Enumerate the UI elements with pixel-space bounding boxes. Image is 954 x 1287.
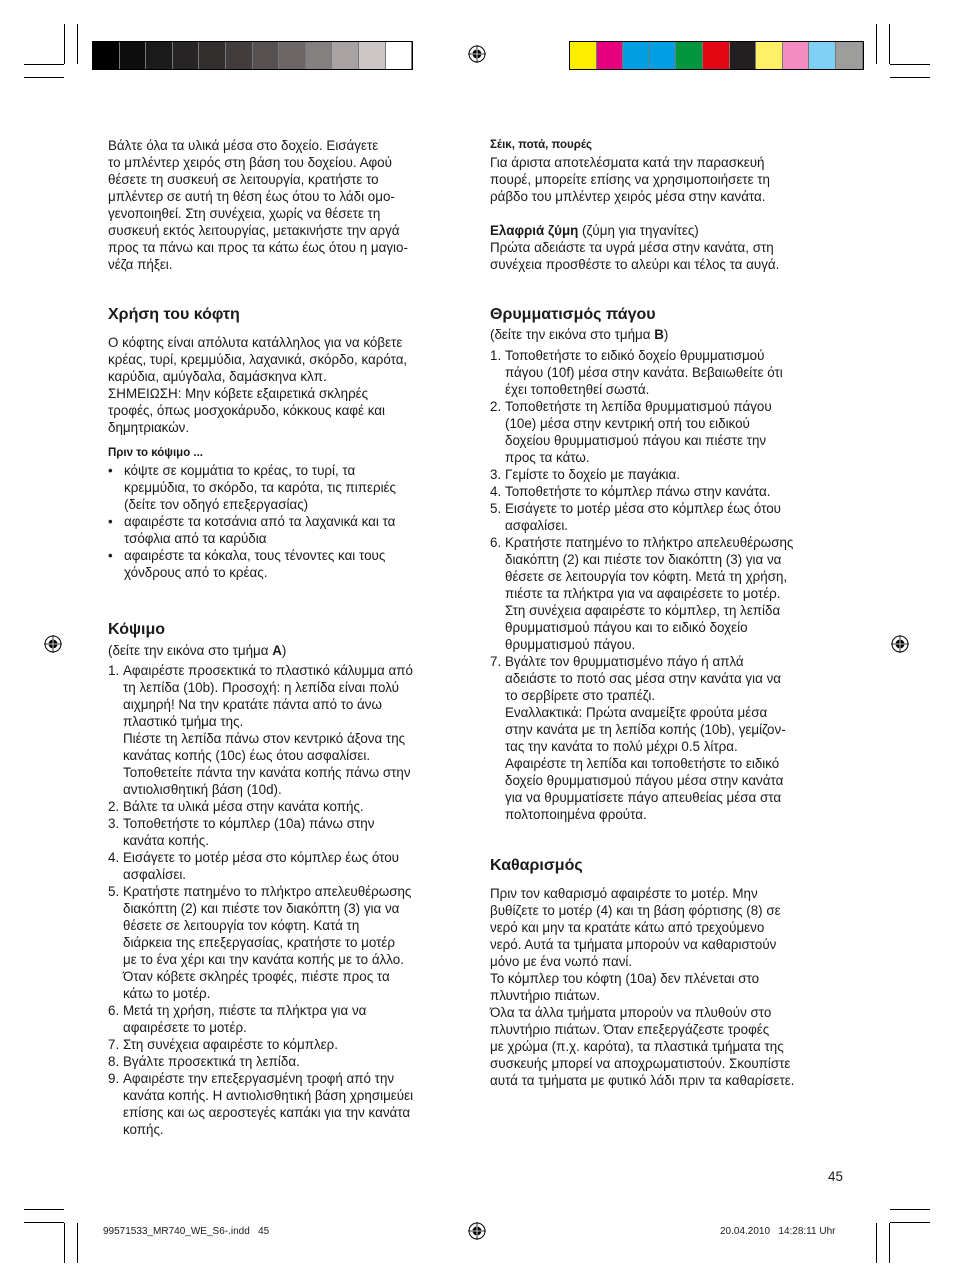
text-line: συνέχεια προσθέστε το αλεύρι και τέλος τα αυγά. [490, 257, 780, 272]
step-number: 3. [490, 467, 502, 482]
registration-mark-icon [468, 1222, 486, 1240]
cleaning-heading: Καθαρισμός [490, 857, 583, 874]
color-swatch [756, 42, 783, 69]
color-swatch [703, 42, 730, 69]
list-item [108, 1036, 468, 1053]
list-item [108, 883, 468, 1002]
item-line: διάρκεια της επεξεργασίας, κρατήστε το μοτέρ [123, 935, 396, 950]
item-line: Κρατήστε πατημένο το πλήκτρο απελευθέρωσης [505, 535, 794, 550]
item-line: Τοποθετείτε πάντα την κανάτα κοπής πάνω στην [123, 765, 411, 780]
item-line: Τοποθετήστε τη λεπίδα θρυμματισμού πάγου [505, 399, 772, 414]
color-swatch [146, 42, 173, 69]
item-line: αδειάστε το ποτό σας μέσα στην κανάτα για να [505, 671, 782, 686]
text-line: με χρώμα (π.χ. καρότα), τα πλαστικά τμήματα της [490, 1039, 784, 1054]
list-item [108, 815, 468, 849]
item-line: προς τα κάτω. [505, 450, 590, 465]
color-swatch [173, 42, 200, 69]
step-number: 4. [108, 850, 120, 865]
item-line: δοχείο θρυμματισμού πάγου μέσα στην κανάτα [505, 773, 784, 788]
item-line: ασφαλίσει. [505, 518, 569, 533]
step-number: 1. [108, 663, 120, 678]
item-line: Αφαιρέστε τη λεπίδα και τοποθετήστε το ειδικό [505, 756, 780, 771]
footer-timestamp: 20.04.2010 14:28:11 Uhr [720, 1226, 836, 1237]
item-line: θρυμματισμού πάγου και το ειδικό δοχείο [505, 620, 748, 635]
list-item [490, 653, 860, 823]
item-line: Μετά τη χρήση, πιέστε τα πλήκτρα για να [123, 1003, 367, 1018]
item-line: διακόπτη (2) και πιέστε τον διακόπτη (3) για να [123, 901, 400, 916]
list-item [108, 1053, 468, 1070]
step-number: 1. [490, 348, 502, 363]
item-line: Αφαιρέστε την επεξεργασμένη τροφή από την [123, 1071, 395, 1086]
list-item [108, 1002, 468, 1036]
list-item [490, 483, 860, 500]
item-line: Τοποθετήστε το κόμπλερ (10a) πάνω στην [123, 816, 375, 831]
item-line: αφαιρέσετε το μοτέρ. [123, 1020, 247, 1035]
item-line: πλαστικό τμήμα της. [123, 714, 244, 729]
step-number: 6. [108, 1003, 120, 1018]
text-line: καρύδια, αμύγδαλα, δαμάσκηνα κλπ. [108, 369, 327, 384]
step-number: 5. [490, 501, 502, 516]
step-number: 3. [108, 816, 120, 831]
bullet-icon: • [108, 463, 113, 478]
item-line: Πιέστε τη λεπίδα πάνω στον κεντρικό άξονα της [123, 731, 406, 746]
text-line: το μπλέντερ χειρός στη βάση του δοχείου. Αφού [108, 155, 392, 170]
step-number: 7. [490, 654, 502, 669]
item-line: Βάλτε τα υλικά μέσα στην κανάτα κοπής. [123, 799, 364, 814]
item-line: Αφαιρέστε προσεκτικά το πλαστικό κάλυμμα από [123, 663, 413, 678]
item-line: Γεμίστε το δοχείο με παγάκια. [505, 467, 680, 482]
ice-figure-reference: (δείτε την εικόνα στο τμήμα B) [490, 327, 669, 342]
list-item [490, 466, 860, 483]
color-swatch [623, 42, 650, 69]
cutting-figure-reference: (δείτε την εικόνα στο τμήμα A) [108, 643, 287, 658]
grayscale-color-bar [92, 41, 413, 70]
item-line: πάγου (10f) μέσα στην κανάτα. Βεβαιωθείτε ότι [505, 365, 783, 380]
text-line: ΣΗΜΕΙΩΣΗ: Μην κόβετε εξαιρετικά σκληρές [108, 386, 369, 401]
batter-heading: Ελαφριά ζύμη (ζύμη για τηγανίτες) [490, 223, 699, 238]
item-line: για να θρυμματίσετε πάγο απευθείας μέσα στα [505, 790, 782, 805]
item-line: δοχείου θρυμματισμού πάγου και πιέστε την [505, 433, 767, 448]
crop-mark [876, 1223, 877, 1263]
color-swatch [359, 42, 386, 69]
list-item [108, 662, 468, 798]
text-line: πουρέ, μπορείτε επίσης να χρησιμοποιήσετε τη [490, 172, 770, 187]
item-line: θέσετε σε λειτουργία τον κόφτη. Μετά τη χρήση, [505, 569, 788, 584]
item-line: κόψτε σε κομμάτια το κρέας, το τυρί, τα [124, 463, 356, 478]
text-line: νέζα πήξει. [108, 257, 173, 272]
item-line: Στη συνέχεια αφαιρέστε το κόμπλερ. [123, 1037, 338, 1052]
list-item [108, 798, 468, 815]
item-line: (δείτε τον οδηγό επεξεργασίας) [124, 497, 309, 512]
color-swatch [306, 42, 333, 69]
registration-mark-icon [468, 45, 486, 63]
item-line: διακόπτη (2) και πιέστε τον διακόπτη (3) για να [505, 552, 782, 567]
item-line: κανάτα κοπής. Η αντιολισθητική βάση χρησιμεύει [123, 1088, 414, 1103]
item-line: Βγάλτε τον θρυμματισμένο πάγο ή απλά [505, 654, 744, 669]
crop-mark [24, 77, 64, 78]
step-number: 2. [490, 399, 502, 414]
crop-mark [77, 24, 78, 64]
item-line: κανάτα κοπής. [123, 833, 209, 848]
page-number: 45 [828, 1169, 843, 1184]
list-item [108, 849, 468, 883]
text-line: Πριν τον καθαρισμό αφαιρέστε το μοτέρ. Μην [490, 886, 758, 901]
item-line: Όταν κόβετε σκληρές τροφές, πιέστε προς τα [123, 969, 390, 984]
crop-mark [890, 1209, 930, 1210]
text-line: Το κόμπλερ του κόφτη (10a) δεν πλένεται στο [490, 971, 760, 986]
color-swatch [279, 42, 306, 69]
item-line: Εισάγετε το μοτέρ μέσα στο κόμπλερ έως ότου [505, 501, 781, 516]
text-line: Πρώτα αδειάστε τα υγρά μέσα στην κανάτα, στη [490, 240, 774, 255]
before-cutting-heading: Πριν το κόψιμο ... [108, 447, 203, 459]
step-number: 5. [108, 884, 120, 899]
item-line: κανάτας κοπής (10c) έως ότου ασφαλίσει. [123, 748, 371, 763]
step-number: 8. [108, 1054, 120, 1069]
crop-mark [64, 24, 65, 64]
text-line: θέσετε τη συσκευή σε λειτουργία, κρατήστε το [108, 172, 379, 187]
item-line: αφαιρέστε τα κοτσάνια από τα λαχανικά και τα [124, 514, 396, 529]
mayonnaise-instructions [108, 137, 468, 273]
color-swatch [226, 42, 253, 69]
color-swatch [386, 42, 413, 69]
item-line: θέσετε σε λειτουργία τον κόφτη. Κατά τη [123, 918, 360, 933]
color-swatch [730, 42, 757, 69]
item-line: τσόφλια από τα καρύδια [124, 531, 267, 546]
item-line: (10e) μέσα στην κεντρική οπή του ειδικού [505, 416, 750, 431]
cutting-steps-list [108, 662, 468, 1138]
list-item [490, 500, 860, 534]
item-line: κάτω το μοτέρ. [123, 986, 211, 1001]
text-line: τροφές, όπως μοσχοκάρυδο, κόκκους καφέ και [108, 403, 385, 418]
shakes-heading: Σέικ, ποτά, πουρές [490, 139, 593, 151]
step-number: 7. [108, 1037, 120, 1052]
text-line: βυθίζετε το μοτέρ (4) και τη βάση φόρτισης (8) σε [490, 903, 781, 918]
list-item [490, 398, 860, 466]
text-line: πλυντήριο πιάτων. Όταν επεξεργάζεστε τροφές [490, 1022, 770, 1037]
item-line: τας την κανάτα το πολύ μέχρι 0.5 λίτρα. [505, 739, 738, 754]
crop-mark [24, 1209, 64, 1210]
item-line: Τοποθετήστε το ειδικό δοχείο θρυμματισμού [505, 348, 765, 363]
item-line: έχει τοποθετηθεί σωστά. [505, 382, 650, 397]
crop-mark [890, 1222, 930, 1223]
color-swatch [332, 42, 359, 69]
color-swatch [253, 42, 280, 69]
step-number: 4. [490, 484, 502, 499]
text-line: Όλα τα άλλα τμήματα μπορούν να πλυθούν στο [490, 1005, 772, 1020]
text-line: Βάλτε όλα τα υλικά μέσα στο δοχείο. Εισάγετε [108, 138, 379, 153]
list-item [108, 513, 468, 547]
crop-mark [64, 1223, 65, 1263]
crop-mark [876, 24, 877, 64]
batter-description [490, 239, 860, 273]
before-cutting-list [108, 462, 468, 581]
shakes-description [490, 154, 860, 205]
step-number: 2. [108, 799, 120, 814]
item-line: τη λεπίδα (10b). Προσοχή: η λεπίδα είναι πολύ [123, 680, 399, 695]
item-line: Εισάγετε το μοτέρ μέσα στο κόμπλερ έως ότου [123, 850, 399, 865]
item-line: χόνδρους από το κρέας. [124, 565, 268, 580]
text-line: νερό και μην τα κρατάτε κάτω από τρεχούμενο [490, 920, 765, 935]
process-color-bar [569, 41, 864, 70]
color-swatch [809, 42, 836, 69]
crop-mark [890, 64, 930, 65]
text-line: δημητριακών. [108, 420, 190, 435]
cleaning-description [490, 885, 860, 1089]
item-line: κοπής. [123, 1122, 164, 1137]
bullet-icon: • [108, 548, 113, 563]
crop-mark [24, 64, 64, 65]
text-line: Ο κόφτης είναι απόλυτα κατάλληλος για να κόβετε [108, 335, 403, 350]
step-number: 9. [108, 1071, 120, 1086]
ice-crushing-heading: Θρυμματισμός πάγου [490, 306, 656, 323]
color-swatch [650, 42, 677, 69]
registration-mark-icon [891, 635, 909, 653]
item-line: αντιολισθητική βάση (10d). [123, 782, 282, 797]
item-line: πιέστε τα πλήκτρα για να αφαιρέσετε το μοτέρ. [505, 586, 781, 601]
color-swatch [120, 42, 147, 69]
item-line: ασφαλίσει. [123, 867, 187, 882]
crop-mark [890, 77, 930, 78]
item-line: με το ένα χέρι και την κανάτα κοπής με το άλλο. [123, 952, 404, 967]
item-line: πολτοποιημένα φρούτα. [505, 807, 647, 822]
item-line: στην κανάτα με τη λεπίδα κοπής (10b), γεμίζον- [505, 722, 786, 737]
chopper-heading: Χρήση του κόφτη [108, 306, 240, 323]
text-line: προς τα πάνω και προς τα κάτω έως ότου η μαγιο- [108, 240, 408, 255]
item-line: αιχμηρή! Να την κρατάτε πάντα από το άνω [123, 697, 382, 712]
text-line: Για άριστα αποτελέσματα κατά την παρασκευή [490, 155, 765, 170]
item-line: κρεμμύδια, το σκόρδο, τα καρότα, τις πιπεριές [124, 480, 396, 495]
text-line: συσκευή εκτός λειτουργίας, μετακινήστε την αργά [108, 223, 400, 238]
item-line: Εναλλακτικά: Πρώτα αναμείξτε φρούτα μέσα [505, 705, 768, 720]
ice-crushing-steps-list [490, 347, 860, 823]
crop-mark [77, 1223, 78, 1263]
bullet-icon: • [108, 514, 113, 529]
text-line: συσκευής μπορεί να αποχρωματιστούν. Σκουπίστε [490, 1056, 791, 1071]
text-line: νερό. Αυτά τα τμήματα μπορούν να καθαριστούν [490, 937, 777, 952]
text-line: αυτά τα τμήματα με φυτικό λάδι πριν τα καθαρίσετε. [490, 1073, 795, 1088]
text-line: γενοποιηθεί. Στη συνέχεια, χωρίς να θέσετε τη [108, 206, 381, 221]
item-line: το σερβίρετε στο τραπέζι. [505, 688, 656, 703]
list-item [108, 547, 468, 581]
list-item [490, 534, 860, 653]
chopper-description [108, 334, 468, 436]
item-line: επίσης και ως αεροστεγές καπάκι για την κανάτα [123, 1105, 411, 1120]
crop-mark [24, 1222, 64, 1223]
color-swatch [836, 42, 863, 69]
list-item [108, 1070, 468, 1138]
item-line: Βγάλτε προσεκτικά τη λεπίδα. [123, 1054, 300, 1069]
footer-file-info: 99571533_MR740_WE_S6-.indd 45 [103, 1226, 270, 1237]
color-swatch [93, 42, 120, 69]
list-item [108, 462, 468, 513]
text-line: πλυντήριο πιάτων. [490, 988, 601, 1003]
color-swatch [783, 42, 810, 69]
cutting-heading: Κόψιμο [108, 621, 166, 638]
color-swatch [199, 42, 226, 69]
list-item [490, 347, 860, 398]
crop-mark [889, 1223, 890, 1263]
item-line: αφαιρέστε τα κόκαλα, τους τένοντες και τους [124, 548, 386, 563]
color-swatch [597, 42, 624, 69]
item-line: Κρατήστε πατημένο το πλήκτρο απελευθέρωσης [123, 884, 412, 899]
left-column [108, 137, 468, 1138]
text-line: μπλέντερ σε αυτή τη θέση έως ότου το λάδι ομο- [108, 189, 395, 204]
item-line: θρυμματισμού πάγου. [505, 637, 636, 652]
registration-mark-icon [44, 635, 62, 653]
step-number: 6. [490, 535, 502, 550]
color-swatch [570, 42, 597, 69]
right-column [490, 137, 860, 1089]
crop-mark [889, 24, 890, 64]
item-line: Τοποθετήστε το κόμπλερ πάνω στην κανάτα. [505, 484, 771, 499]
text-line: ράβδο του μπλέντερ χειρός μέσα στην κανάτα. [490, 189, 766, 204]
text-line: κρέας, τυρί, κρεμμύδια, λαχανικά, σκόρδο, καρότα, [108, 352, 408, 367]
item-line: Στη συνέχεια αφαιρέστε το κόμπλερ, τη λεπίδα [505, 603, 781, 618]
text-line: μόνο με ένα νωπό πανί. [490, 954, 633, 969]
color-swatch [676, 42, 703, 69]
